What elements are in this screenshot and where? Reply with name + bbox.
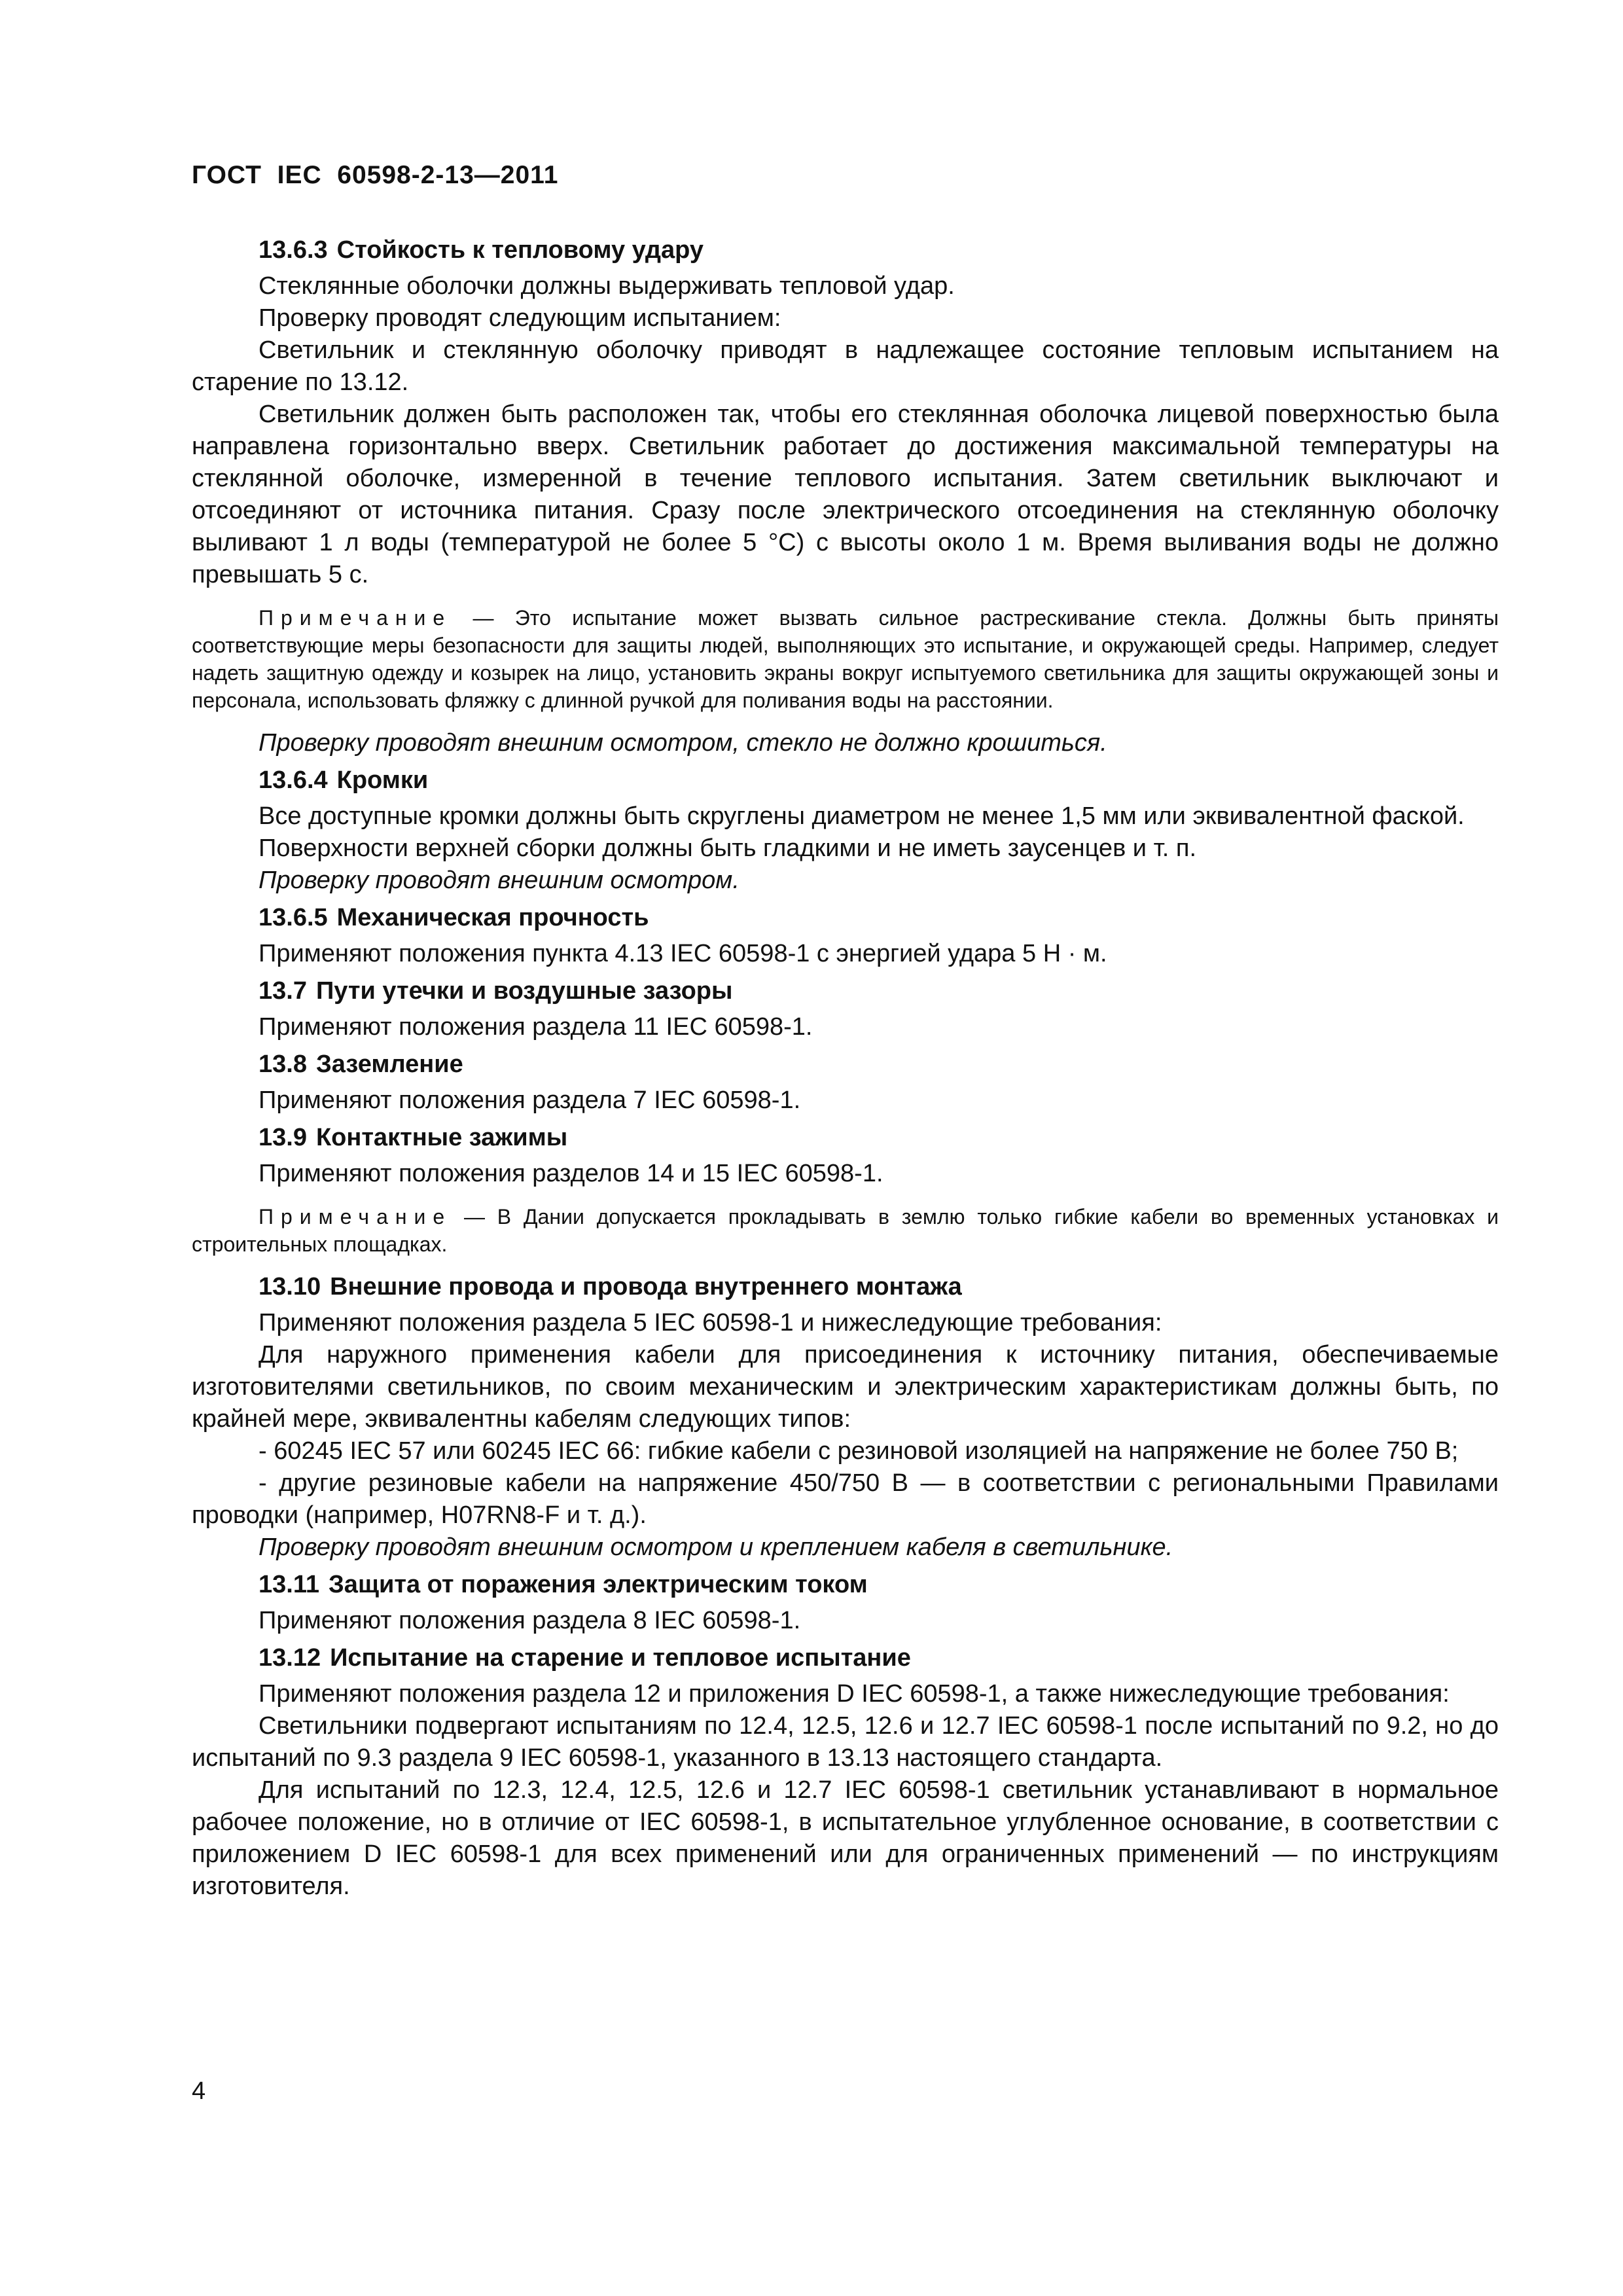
check-paragraph: Проверку проводят внешним осмотром, стекло не должно крошиться. bbox=[259, 729, 1107, 757]
paragraph: Применяют положения раздела 5 IEC 60598-1 и нижеследующие требования: bbox=[259, 1309, 1162, 1336]
note bbox=[192, 1203, 1499, 1258]
standard-header: ГОСТ IEC 60598-2-13—2011 bbox=[192, 161, 559, 189]
section-title: Механическая прочность bbox=[336, 904, 649, 931]
list-item: - 60245 IEC 57 или 60245 IEC 66: гибкие кабели с резиновой изоляцией на напряжение не более 750 В; bbox=[259, 1437, 1459, 1465]
paragraph: Светильники подвергают испытаниям по 12.4, 12.5, 12.6 и 12.7 IEC 60598-1 после испытаний по 9.2, но до испытаний по 9.3 раздела 9 IEC 60598-1, указанного в 13.13 настоящего стандарта. bbox=[192, 1712, 1499, 1772]
paragraph: Стеклянные оболочки должны выдерживать тепловой удар. bbox=[259, 272, 955, 300]
section-number: 13.8 bbox=[259, 1050, 307, 1078]
section-heading bbox=[192, 1271, 1499, 1303]
section-number: 13.12 bbox=[259, 1644, 321, 1672]
section-number: 13.9 bbox=[259, 1124, 307, 1151]
section-title: Защита от поражения электрическим током bbox=[329, 1571, 868, 1598]
section-number: 13.11 bbox=[259, 1571, 319, 1598]
paragraph: Для наружного применения кабели для присоединения к источнику питания, обеспечиваемые изготовителями светильников, по своим механическим и электрическим характеристикам должны быть, по крайней мере, эквивалентны кабелям следующих типов: bbox=[192, 1341, 1499, 1433]
note bbox=[192, 604, 1499, 714]
paragraph: Применяют положения пункта 4.13 IEC 60598-1 с энергией удара 5 Н · м. bbox=[259, 940, 1107, 967]
paragraph: Светильник и стеклянную оболочку приводят в надлежащее состояние тепловым испытанием на старение по 13.12. bbox=[192, 336, 1499, 396]
section-heading bbox=[192, 1122, 1499, 1154]
paragraph: Поверхности верхней сборки должны быть гладкими и не иметь заусенцев и т. п. bbox=[259, 834, 1197, 862]
paragraph: Для испытаний по 12.3, 12.4, 12.5, 12.6 и 12.7 IEC 60598-1 светильник устанавливают в нормальное рабочее положение, но в отличие от IEC 60598-1, в испытательное углубленное основание, в соответствии с приложением D IEC 60598-1 для всех применений или для ограниченных применений — по инструкциям изготовителя. bbox=[192, 1776, 1499, 1900]
note-text: — В Дании допускается прокладывать в землю только гибкие кабели во временных установках и строительных площадках. bbox=[192, 1205, 1499, 1256]
section-number: 13.7 bbox=[259, 977, 307, 1005]
paragraph: Применяют положения раздела 11 IEC 60598-1. bbox=[259, 1013, 813, 1041]
note-text: — Это испытание может вызвать сильное растрескивание стекла. Должны быть приняты соответствующие меры безопасности для защиты людей, выполняющих это испытание, и окружающей среды. Например, следует надеть защитную одежду и козырек на лицо, установить экраны вокруг испытуемого светильника для защиты окружающей зоны и персонала, использовать фляжку с длинной ручкой для поливания воды на расстоянии. bbox=[192, 606, 1499, 712]
list-item: - другие резиновые кабели на напряжение 450/750 В — в соответствии с региональными Правилами проводки (например, H07RN8-F и т. д.). bbox=[192, 1469, 1499, 1529]
section-heading bbox=[192, 1569, 1499, 1601]
check-paragraph: Проверку проводят внешним осмотром и креплением кабеля в светильнике. bbox=[259, 1534, 1173, 1561]
paragraph: Применяют положения раздела 12 и приложения D IEC 60598-1, а также нижеследующие требования: bbox=[259, 1680, 1450, 1708]
section-title: Контактные зажимы bbox=[315, 1124, 568, 1151]
paragraph: Применяют положения раздела 7 IEC 60598-1. bbox=[259, 1086, 801, 1114]
section-heading bbox=[192, 902, 1499, 934]
check-paragraph: Проверку проводят внешним осмотром. bbox=[259, 867, 740, 894]
note-label: Примечание bbox=[259, 606, 452, 630]
page-content bbox=[192, 229, 1499, 1903]
paragraph: Применяют положения разделов 14 и 15 IEC 60598-1. bbox=[259, 1160, 883, 1187]
section-heading bbox=[192, 1049, 1499, 1081]
section-number: 13.6.5 bbox=[259, 904, 328, 931]
paragraph: Проверку проводят следующим испытанием: bbox=[259, 304, 781, 332]
paragraph: Применяют положения раздела 8 IEC 60598-1. bbox=[259, 1607, 801, 1634]
section-heading bbox=[192, 764, 1499, 797]
section-title: Пути утечки и воздушные зазоры bbox=[315, 977, 733, 1005]
section-number: 13.6.3 bbox=[259, 236, 328, 264]
section-heading bbox=[192, 234, 1499, 266]
section-title: Испытание на старение и тепловое испытание bbox=[330, 1644, 911, 1672]
paragraph: Все доступные кромки должны быть скруглены диаметром не менее 1,5 мм или эквивалентной фаской. bbox=[259, 802, 1465, 830]
section-title: Стойкость к тепловому удару bbox=[336, 236, 704, 264]
paragraph: Светильник должен быть расположен так, чтобы его стеклянная оболочка лицевой поверхностью была направлена горизонтально вверх. Светильник работает до достижения максимальной температуры на стеклянной оболочке, измеренной в течение теплового испытания. Затем светильник выключают и отсоединяют от источника питания. Сразу после электрического отсоединения на стеклянную оболочку выливают 1 л воды (температурой не более 5 °С) с высоты около 1 м. Время выливания воды не должно превышать 5 с. bbox=[192, 401, 1499, 588]
section-heading bbox=[192, 975, 1499, 1007]
section-number: 13.6.4 bbox=[259, 766, 328, 794]
page-number: 4 bbox=[192, 2077, 206, 2105]
section-number: 13.10 bbox=[259, 1273, 321, 1300]
section-title: Внешние провода и провода внутреннего монтажа bbox=[330, 1273, 962, 1300]
note-label: Примечание bbox=[259, 1205, 452, 1229]
section-title: Кромки bbox=[336, 766, 429, 794]
section-heading bbox=[192, 1642, 1499, 1674]
section-title: Заземление bbox=[315, 1050, 463, 1078]
